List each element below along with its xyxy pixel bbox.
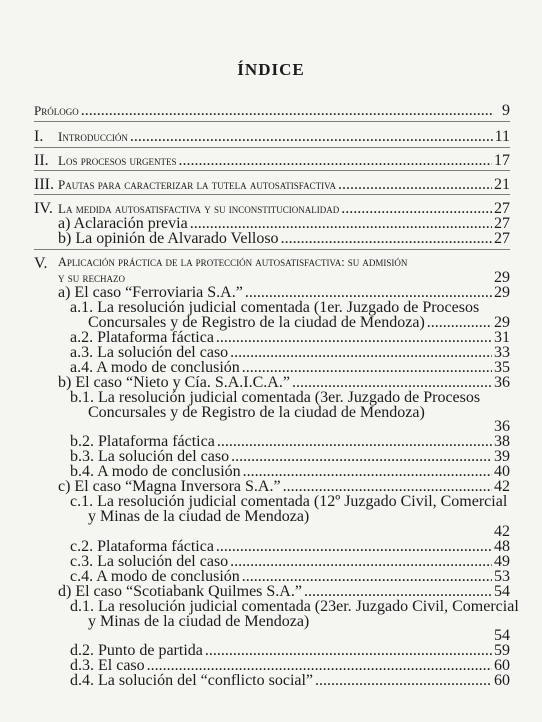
toc-page: 33 [494,344,510,361]
toc-page: 49 [494,553,510,570]
toc-page: 42 [494,523,510,540]
toc-page: 17 [494,152,510,169]
toc-label: d.2. Punto de partida [70,642,203,659]
toc-page: 60 [494,672,510,689]
toc-label: a) El caso “Ferroviaria S.A.” [58,284,243,301]
toc-page: 53 [494,568,510,585]
toc-entry-v-d4 [70,672,510,690]
toc-page: 11 [494,128,510,145]
toc-number: IV. [34,200,53,217]
toc-label: c.4. A modo de conclusión [70,568,240,585]
toc-label-line1: Aplicación práctica de la protección autosatisfactiva: su admisión [58,255,408,269]
toc-label: Pautas para caracterizar la tutela autosatisfactiva [58,177,336,192]
toc-page: 31 [494,329,510,346]
toc-label: b) La opinión de Alvarado Velloso [58,230,279,247]
toc-page: 9 [502,102,510,119]
toc-sub-line2: y Minas de la ciudad de Mendoza) [88,508,310,525]
divider [34,170,510,171]
toc-sub-line1: c.1. La resolución judicial comentada (12º Juzgado Civil, Comercial [70,493,508,510]
index-title: ÍNDICE [237,60,305,79]
toc-label: b) El caso “Nieto y Cía. S.A.I.C.A.” [58,374,290,391]
toc-number: I. [34,128,44,145]
leader-dots [338,176,492,194]
divider [34,249,510,250]
toc-page: 29 [494,284,510,301]
toc-page: 21 [494,176,510,193]
toc-page: 36 [494,418,510,435]
toc-number: V. [34,255,48,272]
toc-number: II. [34,152,49,169]
toc-page: 27 [494,200,510,217]
toc-page: 54 [494,583,510,600]
toc-page: 54 [494,627,510,644]
toc-page: 40 [494,463,510,480]
leader-dots [281,230,492,248]
toc-page: 35 [494,359,510,376]
toc-label: b.2. Plataforma fáctica [70,433,215,450]
toc-sub-line1: b.1. La resolución judicial comentada (3er. Juzgado de Procesos [70,389,481,406]
toc-page: 59 [494,642,510,659]
toc-label-line2: y su rechazo [58,270,126,285]
toc-page: 39 [494,448,510,465]
toc-label: d) El caso “Scotiabank Quilmes S.A.” [58,583,302,600]
divider [34,121,510,122]
toc-label: c.3. La solución del caso [70,553,229,570]
toc-label: Los procesos urgentes [58,153,177,168]
toc-page: 60 [494,657,510,674]
toc-label: La medida autosatisfactiva y su inconstitucionalidad [58,201,340,216]
leader-dots [315,672,492,690]
toc-entry-prologo [34,102,510,120]
toc-page: 29 [494,269,510,286]
leader-dots [81,102,494,120]
toc-number: III. [34,176,54,193]
toc-label: c) El caso “Magna Inversora S.A.” [58,478,281,495]
toc-page: 29 [494,314,510,331]
toc-sub-line2: y Minas de la ciudad de Mendoza) [88,613,310,630]
toc-label: a.3. La solución del caso [70,344,229,361]
divider [34,194,510,195]
toc-sub-line1: a.1. La resolución judicial comentada (1er. Juzgado de Procesos [70,299,480,316]
toc-label: Introducción [58,129,128,144]
toc-label: a) Aclaración previa [58,215,188,232]
toc-sub-line1: d.1. La resolución judicial comentada (23er. Juzgado Civil, Comercial [70,598,519,615]
toc-label: Prólogo [34,103,79,118]
toc-label: b.3. La solución del caso [70,448,230,465]
toc-sub-line2: Concursales y de Registro de la ciudad de Mendoza) [88,404,425,421]
toc-entry-iv-b [58,230,510,248]
toc-entry-ii [34,152,510,170]
toc-label: a.4. A modo de conclusión [70,359,240,376]
toc-page: 27 [494,215,510,232]
toc-entry-iii [34,176,510,194]
toc-label: d.3. El caso [70,657,145,674]
divider [34,147,510,148]
leader-dots [178,152,492,170]
toc-page: 48 [494,538,510,555]
toc-sub-line2: Concursales y de Registro de la ciudad de Mendoza) [88,314,425,331]
toc-entry-i [34,128,510,146]
toc-label: a.2. Plataforma fáctica [70,329,214,346]
toc-label: d.4. La solución del “conflicto social” [70,672,314,689]
toc-page: 27 [494,230,510,247]
toc-page: 42 [494,478,510,495]
toc-page: 36 [494,374,510,391]
toc-page: 38 [494,433,510,450]
leader-dots [130,128,493,146]
toc-label: b.4. A modo de conclusión [70,463,241,480]
toc-label: c.2. Plataforma fáctica [70,538,214,555]
